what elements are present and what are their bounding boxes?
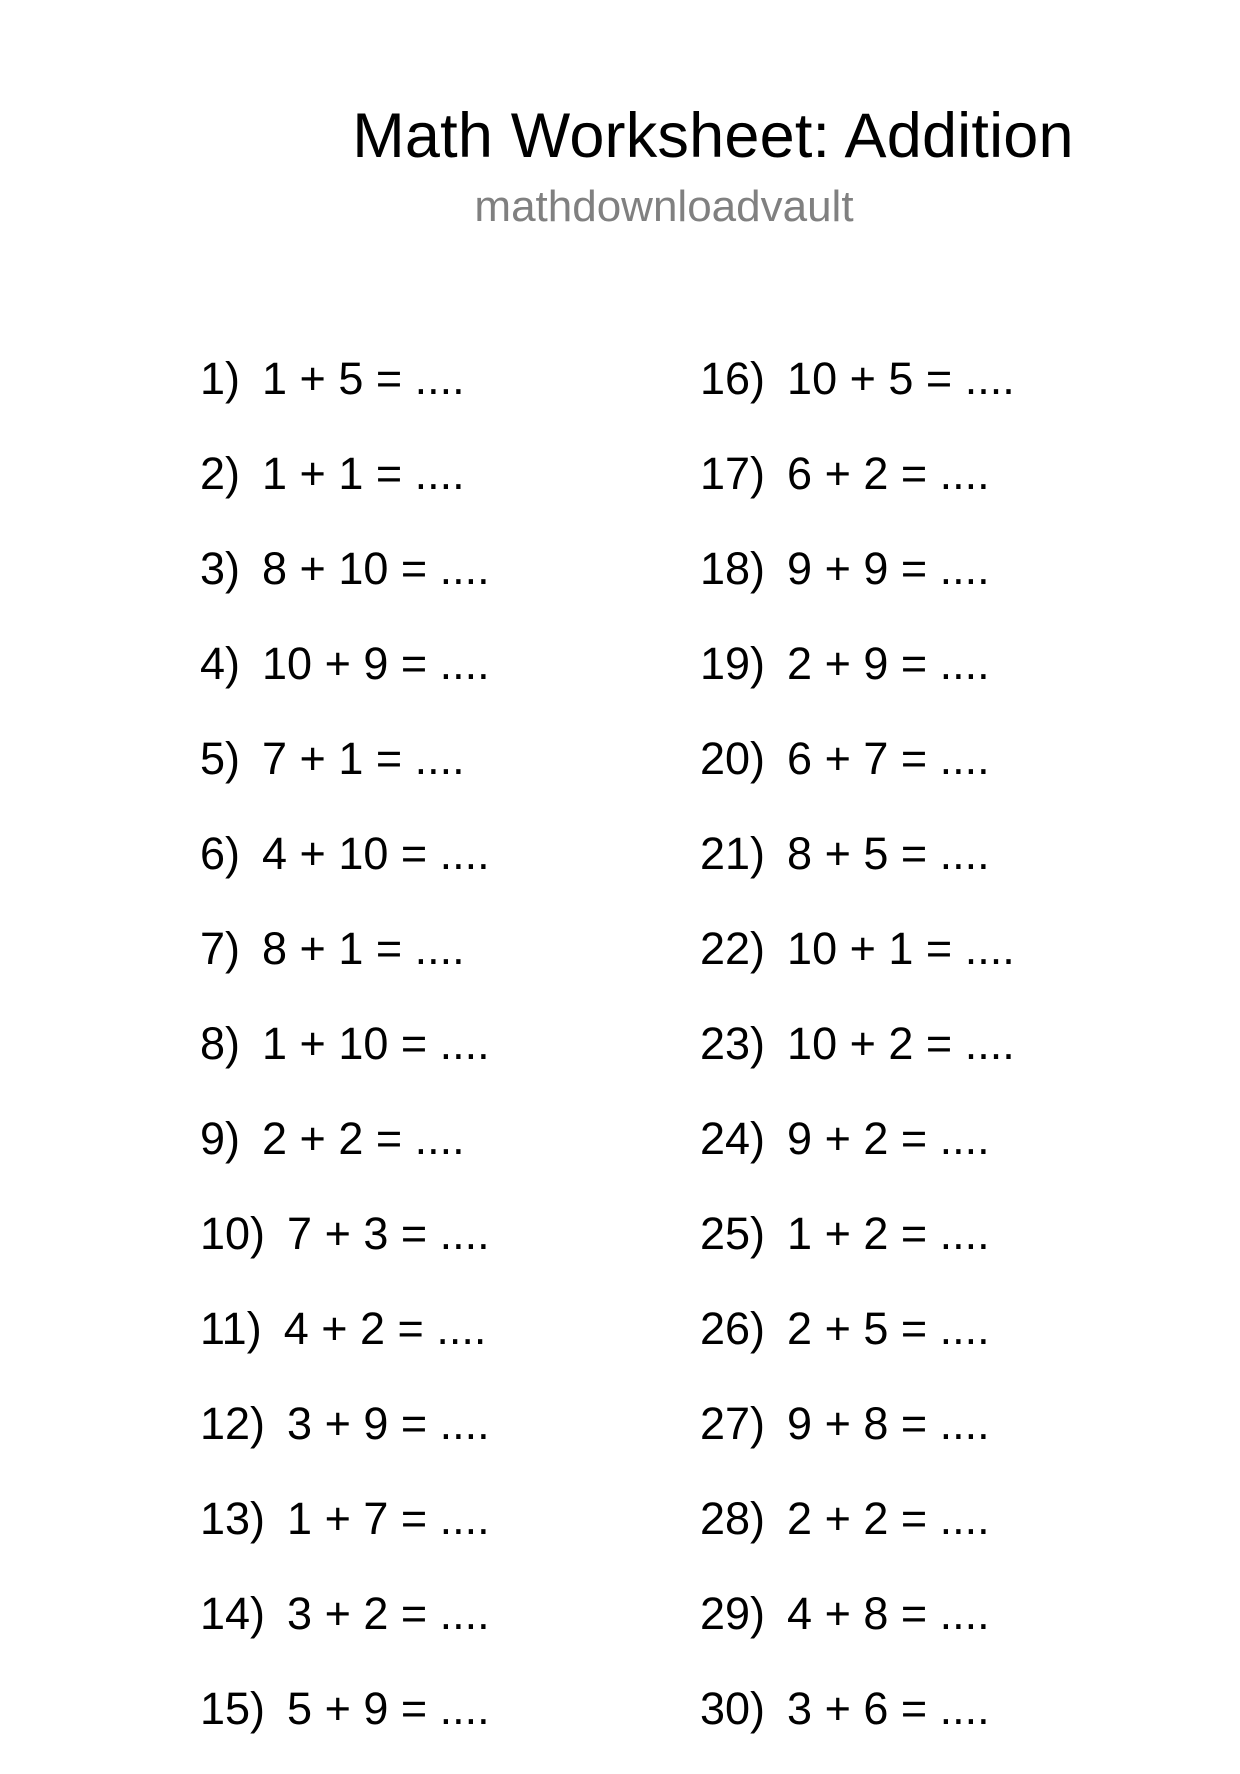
problem-item	[200, 349, 490, 444]
problem-expression: 4 + 2 = ....	[283, 1303, 487, 1354]
problem-item	[700, 729, 1015, 824]
problem-expression: 1 + 7 = ....	[287, 1493, 490, 1544]
problem-list-left	[200, 349, 490, 1774]
problem-number: 6)	[200, 828, 241, 879]
problem-number: 4)	[200, 638, 241, 689]
problem-item	[700, 1394, 1015, 1489]
problem-number: 28)	[700, 1493, 766, 1544]
problem-number: 10)	[200, 1208, 266, 1259]
problem-expression: 5 + 9 = ....	[287, 1683, 490, 1734]
problem-list-right	[700, 349, 1015, 1774]
problem-item	[200, 1584, 490, 1679]
problem-expression: 3 + 2 = ....	[287, 1588, 490, 1639]
problem-expression: 9 + 9 = ....	[787, 543, 990, 594]
problem-number: 9)	[200, 1113, 241, 1164]
problem-item	[200, 919, 490, 1014]
problem-expression: 2 + 2 = ....	[262, 1113, 465, 1164]
problem-expression: 1 + 5 = ....	[262, 353, 465, 404]
problem-number: 16)	[700, 353, 766, 404]
problem-expression: 2 + 2 = ....	[787, 1493, 990, 1544]
problem-item	[200, 1014, 490, 1109]
problem-expression: 10 + 5 = ....	[787, 353, 1015, 404]
problem-item	[200, 824, 490, 919]
problem-item	[700, 919, 1015, 1014]
problem-expression: 4 + 10 = ....	[262, 828, 490, 879]
problem-number: 1)	[200, 353, 241, 404]
problem-item	[700, 1014, 1015, 1109]
problem-item	[700, 444, 1015, 539]
problem-number: 23)	[700, 1018, 766, 1069]
problem-expression: 7 + 1 = ....	[262, 733, 465, 784]
problem-number: 7)	[200, 923, 241, 974]
problem-item	[200, 729, 490, 824]
problem-number: 15)	[200, 1683, 266, 1734]
problem-item	[200, 1204, 490, 1299]
problem-item	[700, 1204, 1015, 1299]
problem-item	[200, 1299, 490, 1394]
worksheet-subtitle: mathdownloadvault	[474, 182, 854, 231]
problem-number: 24)	[700, 1113, 766, 1164]
problem-number: 13)	[200, 1493, 266, 1544]
problem-item	[200, 1489, 490, 1584]
problem-item	[700, 634, 1015, 729]
problem-expression: 3 + 6 = ....	[787, 1683, 990, 1734]
problem-expression: 6 + 7 = ....	[787, 733, 990, 784]
problem-number: 12)	[200, 1398, 266, 1449]
problem-item	[200, 539, 490, 634]
problem-expression: 6 + 2 = ....	[787, 448, 990, 499]
problem-item	[200, 634, 490, 729]
problem-item	[200, 1394, 490, 1489]
problem-item	[200, 1679, 490, 1774]
problem-number: 26)	[700, 1303, 766, 1354]
problem-expression: 1 + 2 = ....	[787, 1208, 990, 1259]
problem-number: 20)	[700, 733, 766, 784]
problem-number: 25)	[700, 1208, 766, 1259]
problem-expression: 10 + 1 = ....	[787, 923, 1015, 974]
problem-item	[200, 444, 490, 539]
problem-number: 18)	[700, 543, 766, 594]
problem-number: 30)	[700, 1683, 766, 1734]
problem-expression: 7 + 3 = ....	[287, 1208, 490, 1259]
problem-number: 8)	[200, 1018, 241, 1069]
problem-number: 19)	[700, 638, 766, 689]
problem-number: 22)	[700, 923, 766, 974]
problem-number: 5)	[200, 733, 241, 784]
problem-expression: 9 + 8 = ....	[787, 1398, 990, 1449]
problem-expression: 8 + 5 = ....	[787, 828, 990, 879]
problem-expression: 10 + 2 = ....	[787, 1018, 1015, 1069]
problem-number: 14)	[200, 1588, 266, 1639]
problem-number: 2)	[200, 448, 241, 499]
problem-item	[700, 539, 1015, 634]
problem-item	[700, 349, 1015, 444]
problem-item	[700, 1584, 1015, 1679]
problem-item	[200, 1109, 490, 1204]
worksheet-title: Math Worksheet: Addition	[352, 101, 1074, 171]
problem-number: 27)	[700, 1398, 766, 1449]
problem-item	[700, 824, 1015, 919]
problem-number: 21)	[700, 828, 766, 879]
problem-item	[700, 1299, 1015, 1394]
problem-number: 3)	[200, 543, 241, 594]
problem-number: 11)	[200, 1303, 262, 1354]
problem-expression: 2 + 9 = ....	[787, 638, 990, 689]
problem-expression: 4 + 8 = ....	[787, 1588, 990, 1639]
problem-expression: 8 + 1 = ....	[262, 923, 465, 974]
problem-item	[700, 1489, 1015, 1584]
problem-item	[700, 1109, 1015, 1204]
problem-expression: 8 + 10 = ....	[262, 543, 490, 594]
problem-expression: 9 + 2 = ....	[787, 1113, 990, 1164]
problem-number: 29)	[700, 1588, 766, 1639]
problem-number: 17)	[700, 448, 766, 499]
problem-expression: 3 + 9 = ....	[287, 1398, 490, 1449]
problem-item	[700, 1679, 1015, 1774]
problem-expression: 1 + 1 = ....	[262, 448, 465, 499]
problem-expression: 10 + 9 = ....	[262, 638, 490, 689]
problem-expression: 1 + 10 = ....	[262, 1018, 490, 1069]
problem-expression: 2 + 5 = ....	[787, 1303, 990, 1354]
